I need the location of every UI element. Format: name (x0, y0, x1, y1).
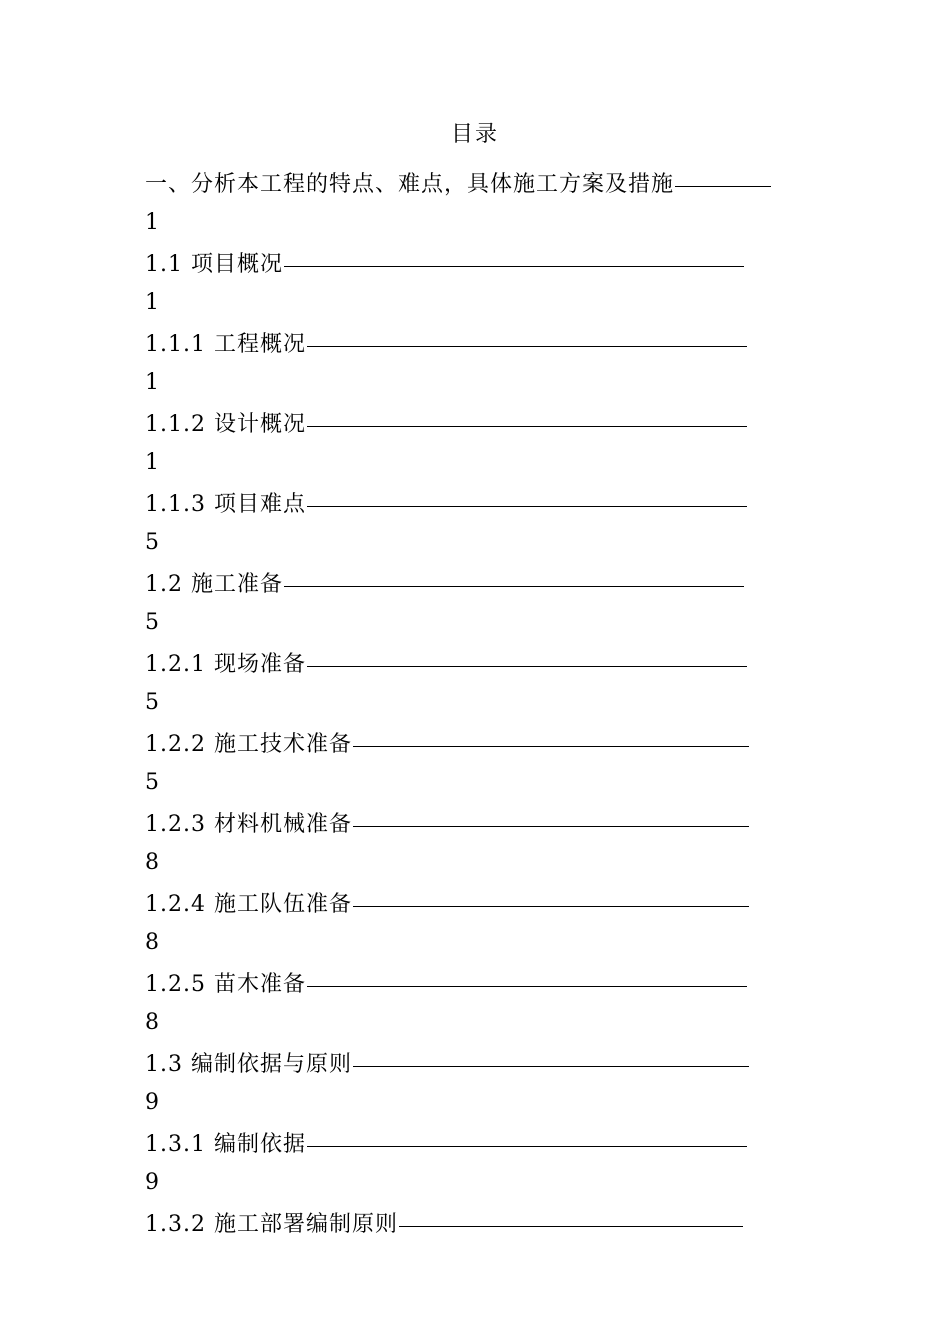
toc-leader-line (307, 986, 747, 987)
toc-entry-line (145, 722, 805, 762)
toc-page-number: 8 (145, 929, 159, 955)
toc-entry-text: 1.2.4 施工队伍准备 (145, 891, 352, 917)
toc-leader-line (675, 186, 771, 187)
toc-entry-text: 1.1.2 设计概况 (145, 411, 306, 437)
toc-entry-line (145, 962, 805, 1002)
toc-entry-text: 1.2.2 施工技术准备 (145, 731, 352, 757)
toc-entry (145, 482, 805, 562)
toc-entry-line (145, 322, 805, 362)
toc-entry-line (145, 1042, 805, 1082)
toc-page-number: 8 (145, 1009, 159, 1035)
toc-leader-line (284, 586, 744, 587)
toc-page-number: 5 (145, 609, 159, 635)
toc-entry (145, 402, 805, 482)
toc-entry (145, 1202, 805, 1242)
toc-entry-text: 1.1.1 工程概况 (145, 331, 306, 357)
toc-leader-line (307, 426, 747, 427)
toc-entry-text: 1.1.3 项目难点 (145, 491, 306, 517)
toc-entry-text: 1.2.1 现场准备 (145, 651, 306, 677)
toc-page-number: 1 (145, 209, 159, 235)
toc-leader-line (307, 506, 747, 507)
toc-page-number: 5 (145, 769, 159, 795)
toc-entry-text: 1.2.5 苗木准备 (145, 971, 306, 997)
toc-entry-line (145, 402, 805, 442)
toc-page-number: 9 (145, 1089, 159, 1115)
toc-entry (145, 162, 805, 242)
toc-entry-line (145, 242, 805, 282)
toc-entry (145, 642, 805, 722)
toc-entry-text: 1.3.2 施工部署编制原则 (145, 1211, 398, 1237)
toc-page-number: 1 (145, 369, 159, 395)
toc-entry-text: 1.2 施工准备 (145, 571, 283, 597)
toc-leader-line (307, 346, 747, 347)
toc-leader-line (307, 1146, 747, 1147)
toc-entry (145, 562, 805, 642)
toc-entry-line (145, 1202, 805, 1242)
toc-entry (145, 322, 805, 402)
toc-entry-line (145, 642, 805, 682)
toc-entry-text: 1.1 项目概况 (145, 251, 283, 277)
toc-page-number: 5 (145, 689, 159, 715)
toc-entry (145, 882, 805, 962)
toc-entry-line (145, 882, 805, 922)
toc-entry-text: 1.3.1 编制依据 (145, 1131, 306, 1157)
toc-page-number: 5 (145, 529, 159, 555)
toc-entry-text: 1.2.3 材料机械准备 (145, 811, 352, 837)
toc-leader-line (353, 746, 749, 747)
table-of-contents (145, 162, 805, 1242)
toc-entry-text: 1.3 编制依据与原则 (145, 1051, 352, 1077)
toc-entry-line (145, 482, 805, 522)
toc-entry-line (145, 162, 805, 202)
toc-entry-line (145, 802, 805, 842)
toc-entry (145, 802, 805, 882)
toc-entry-line (145, 562, 805, 602)
toc-leader-line (307, 666, 747, 667)
toc-entry (145, 1042, 805, 1122)
toc-entry (145, 722, 805, 802)
toc-entry (145, 1122, 805, 1202)
toc-page-number: 9 (145, 1169, 159, 1195)
toc-leader-line (353, 1066, 749, 1067)
toc-leader-line (353, 826, 749, 827)
toc-entry (145, 962, 805, 1042)
toc-entry-text: 一、分析本工程的特点、难点，具体施工方案及措施 (145, 171, 675, 197)
toc-leader-line (284, 266, 744, 267)
toc-page-number: 8 (145, 849, 159, 875)
toc-page-number: 1 (145, 449, 159, 475)
toc-entry (145, 242, 805, 322)
toc-leader-line (399, 1226, 743, 1227)
toc-entry-line (145, 1122, 805, 1162)
toc-leader-line (353, 906, 749, 907)
toc-page-number: 1 (145, 289, 159, 315)
toc-title: 目录 (450, 122, 499, 147)
